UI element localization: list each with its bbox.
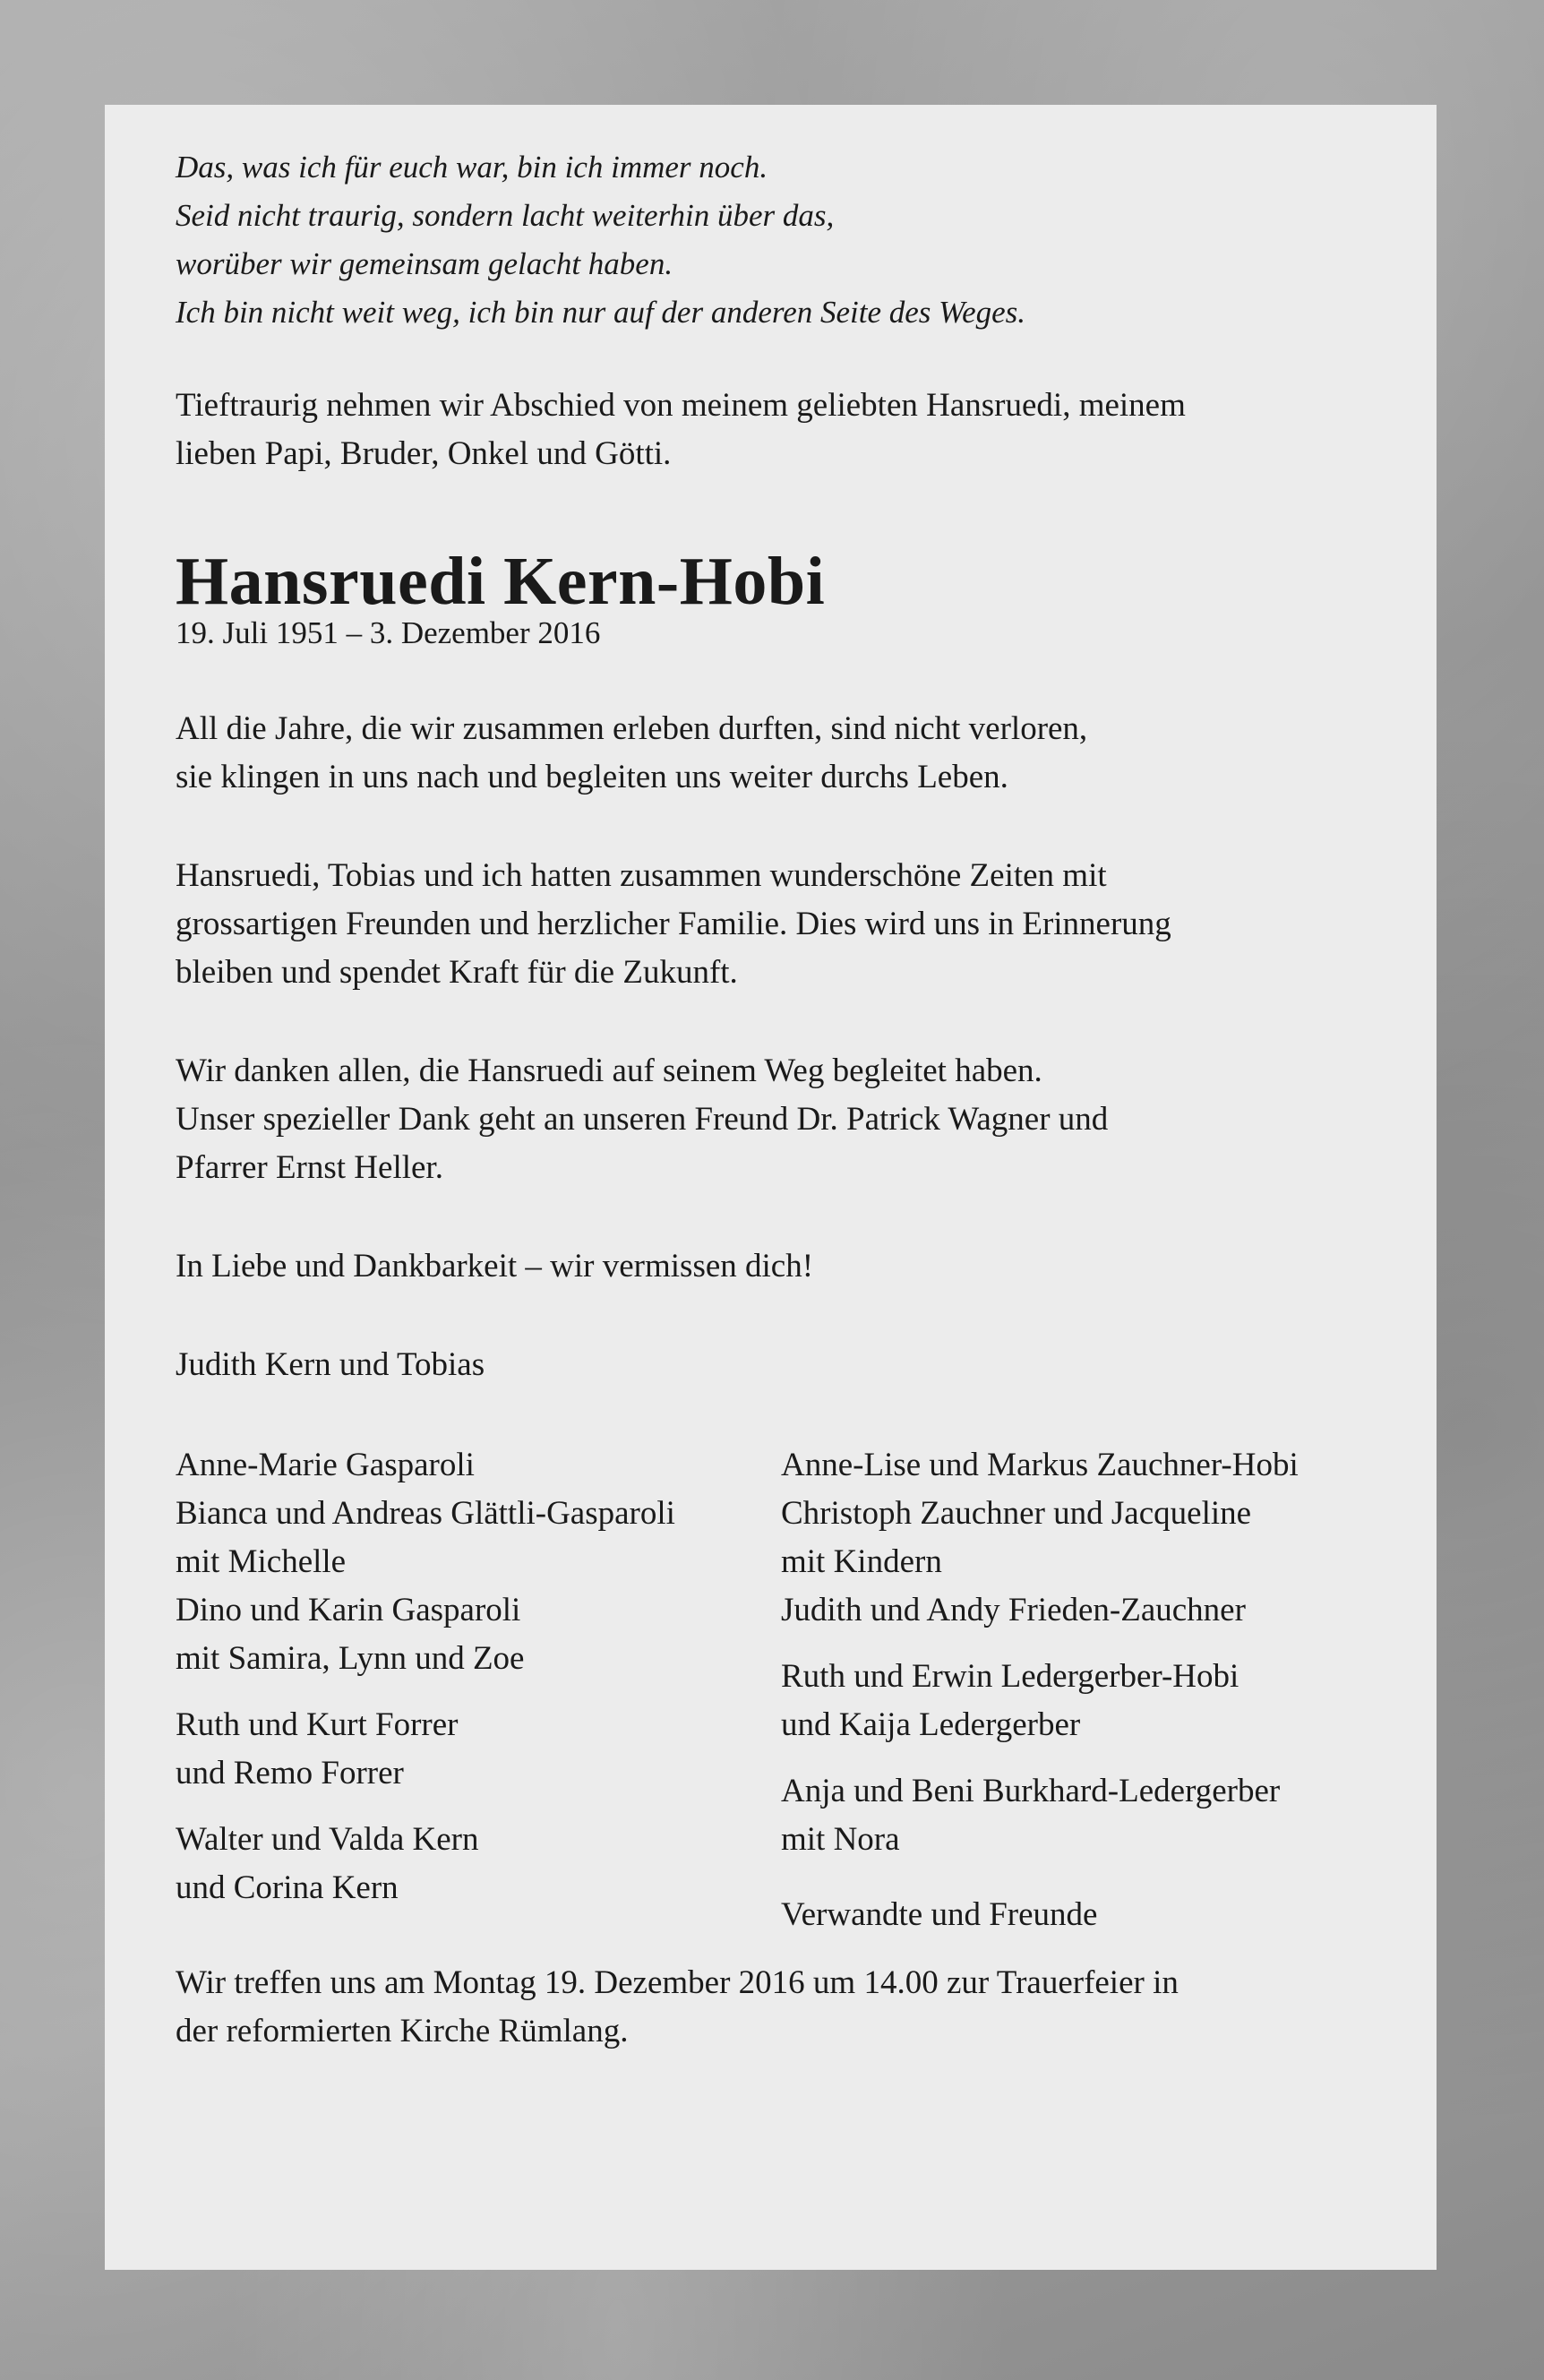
intro-paragraph [176, 382, 1402, 478]
mourner-line: Dino und Karin Gasparoli [176, 1592, 521, 1628]
memory-line: sie klingen in uns nach und begleiten uns weiter durchs Leben. [176, 759, 1008, 795]
memory-paragraph [176, 705, 1402, 802]
service-line: Wir treffen uns am Montag 19. Dezember 2016 um 14.00 zur Trauerfeier in [176, 1964, 1179, 2001]
deceased-name: Hansruedi Kern-Hobi [176, 544, 826, 619]
mourner-line: Christoph Zauchner und Jacqueline [781, 1495, 1252, 1532]
thanks-line: Wir danken allen, die Hansruedi auf seinem Weg begleitet haben. [176, 1053, 1042, 1089]
mourner-group [781, 1441, 1408, 1635]
mourner-line: und Kaija Ledergerber [781, 1706, 1081, 1743]
mourner-line: mit Nora [781, 1821, 900, 1858]
mourner-line: Judith und Andy Frieden-Zauchner [781, 1592, 1246, 1628]
mourner-line: Verwandte und Freunde [781, 1896, 1098, 1933]
mourners-main: Judith Kern und Tobias [176, 1346, 485, 1383]
service-paragraph [176, 1959, 1402, 2056]
mourner-group [176, 1701, 785, 1798]
thanks-paragraph [176, 1047, 1402, 1192]
mourner-group [781, 1653, 1408, 1749]
mourner-group [781, 1891, 1408, 1939]
mourner-line: Ruth und Kurt Forrer [176, 1706, 459, 1743]
family-paragraph [176, 852, 1402, 997]
mourner-group [176, 1441, 785, 1683]
opening-verse [176, 143, 1402, 337]
memory-line: All die Jahre, die wir zusammen erleben durften, sind nicht verloren, [176, 710, 1088, 747]
verse-line: worüber wir gemeinsam gelacht haben. [176, 246, 673, 281]
verse-line: Das, was ich für euch war, bin ich immer noch. [176, 150, 768, 185]
verse-line: Seid nicht traurig, sondern lacht weiterhin über das, [176, 198, 835, 233]
family-line: Hansruedi, Tobias und ich hatten zusammen wunderschöne Zeiten mit [176, 857, 1107, 894]
mourner-group [781, 1767, 1408, 1864]
closing-line: In Liebe und Dankbarkeit – wir vermissen dich! [176, 1248, 814, 1285]
family-line: grossartigen Freunden und herzlicher Familie. Dies wird uns in Erinnerung [176, 906, 1171, 942]
mourners-left-column [176, 1441, 785, 1930]
verse-line: Ich bin nicht weit weg, ich bin nur auf der anderen Seite des Weges. [176, 295, 1026, 330]
thanks-line: Pfarrer Ernst Heller. [176, 1149, 443, 1186]
obituary-content [176, 143, 1402, 2056]
family-line: bleiben und spendet Kraft für die Zukunft. [176, 954, 738, 991]
life-dates: 19. Juli 1951 – 3. Dezember 2016 [176, 615, 601, 650]
mourner-line: Walter und Valda Kern [176, 1821, 479, 1858]
mourner-group [176, 1816, 785, 1912]
mourners-columns [176, 1441, 1402, 1959]
intro-line: Tieftraurig nehmen wir Abschied von meinem geliebten Hansruedi, meinem [176, 387, 1186, 424]
mourner-line: und Remo Forrer [176, 1755, 404, 1791]
thanks-line: Unser spezieller Dank geht an unseren Freund Dr. Patrick Wagner und [176, 1101, 1109, 1138]
mourner-line: Ruth und Erwin Ledergerber-Hobi [781, 1658, 1239, 1695]
mourner-line: Anja und Beni Burkhard-Ledergerber [781, 1773, 1281, 1809]
mourner-line: mit Kindern [781, 1543, 942, 1580]
mourner-line: mit Samira, Lynn und Zoe [176, 1640, 525, 1677]
mourners-right-column [781, 1441, 1408, 1957]
mourner-line: mit Michelle [176, 1543, 347, 1580]
service-line: der reformierten Kirche Rümlang. [176, 2013, 629, 2049]
mourner-line: Anne-Marie Gasparoli [176, 1447, 475, 1483]
intro-line: lieben Papi, Bruder, Onkel und Götti. [176, 435, 672, 472]
mourner-line: Bianca und Andreas Glättli-Gasparoli [176, 1495, 675, 1532]
mourner-line: Anne-Lise und Markus Zauchner-Hobi [781, 1447, 1299, 1483]
mourner-line: und Corina Kern [176, 1869, 399, 1906]
